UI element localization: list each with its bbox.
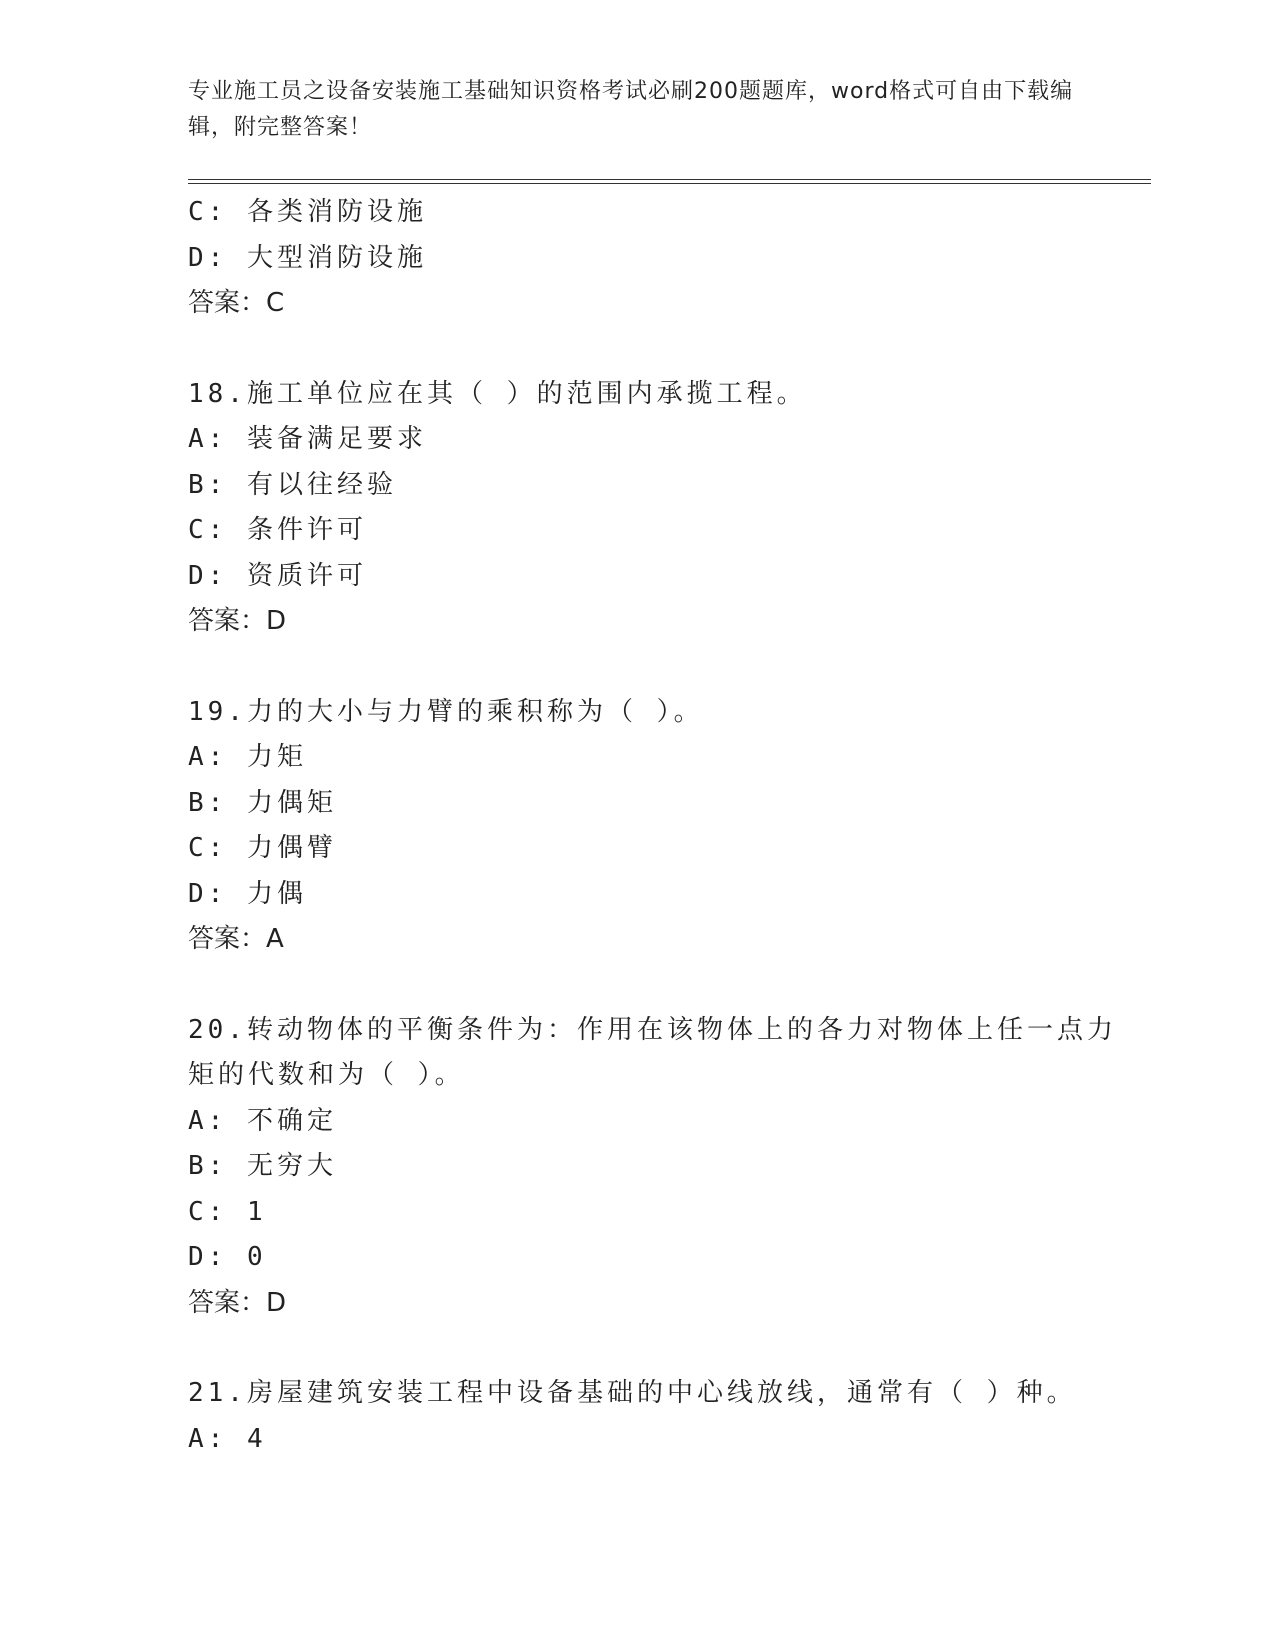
spacer (188, 963, 1088, 1008)
question-text: 21.房屋建筑安装工程中设备基础的中心线放线，通常有（ ）种。 (188, 1378, 1077, 1408)
spacer (188, 1326, 1088, 1371)
option-line: A: 4 (188, 1423, 267, 1454)
option-line: A: 装备满足要求 (188, 424, 427, 454)
option-line: A: 力矩 (188, 742, 307, 772)
header-rule-top (188, 179, 1151, 180)
option-line: D: 资质许可 (188, 560, 367, 591)
option-line: C: 力偶臂 (188, 833, 337, 863)
option-line: D: 大型消防设施 (188, 242, 427, 273)
option-line: D: 0 (188, 1242, 267, 1272)
question-text: 19.力的大小与力臂的乘积称为（ ）。 (188, 696, 704, 727)
option-line: B: 无穷大 (188, 1151, 337, 1181)
option-line: D: 力偶 (188, 878, 307, 909)
answer-line: 答案：C (188, 288, 285, 318)
option-line: C: 1 (188, 1196, 267, 1227)
option-line: C: 条件许可 (188, 515, 367, 545)
answer-line: 答案：A (188, 924, 284, 954)
question-text: 18.施工单位应在其（ ）的范围内承揽工程。 (188, 378, 807, 409)
answer-line: 答案：D (188, 606, 287, 636)
option-line: B: 有以往经验 (188, 469, 397, 500)
spacer (188, 327, 1088, 372)
spacer (188, 645, 1088, 690)
question-content (188, 190, 1117, 1462)
option-line: A: 不确定 (188, 1105, 337, 1136)
header-rule-bottom (188, 183, 1151, 184)
option-line: B: 力偶矩 (188, 787, 337, 818)
document-header: 专业施工员之设备安装施工基础知识资格考试必刷200题题库，word格式可自由下载编辑，附完整答案！ (188, 79, 1074, 140)
option-line: C: 各类消防设施 (188, 197, 427, 227)
question-text: 20.转动物体的平衡条件为：作用在该物体上的各力对物体上任一点力 (188, 1014, 1117, 1045)
question-text: 矩的代数和为（ ）。 (188, 1060, 465, 1090)
answer-line: 答案：D (188, 1287, 287, 1318)
